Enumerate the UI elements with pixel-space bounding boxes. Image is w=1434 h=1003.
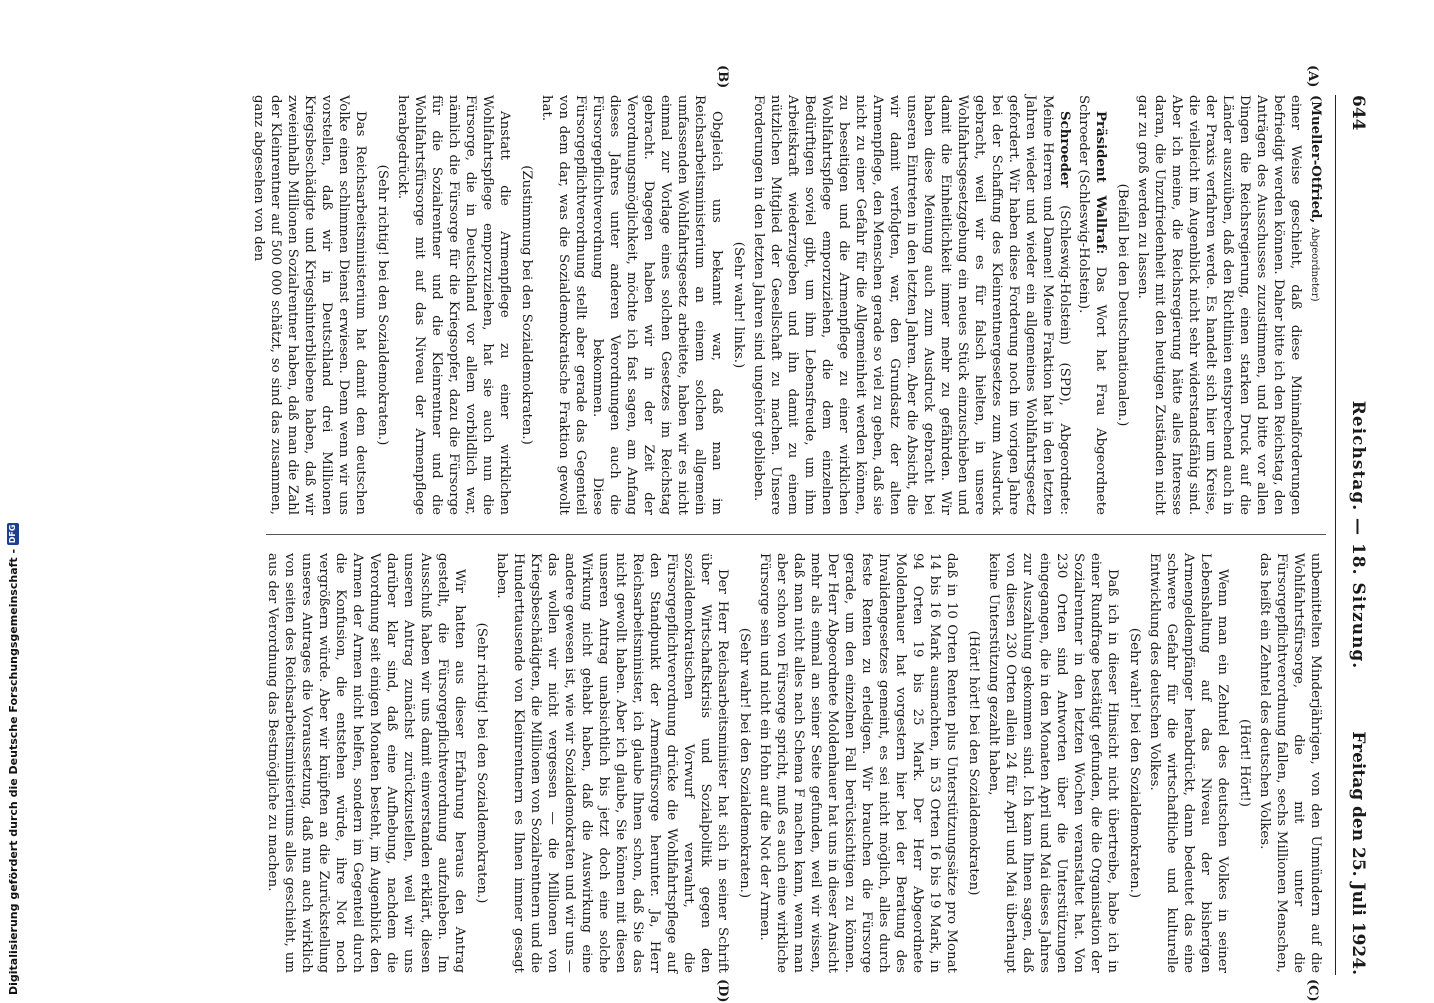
right-column: [262, 553, 1324, 973]
margin-mark-c: (C): [1305, 979, 1320, 1002]
speaker-name: Schroeder: [1057, 111, 1072, 188]
session-date: Freitag den 25. Juli 1924.: [1348, 731, 1368, 975]
speech-text: (Schleswig-Holstein) (SPD), Abgeordnete: Meine Herren und Damen! Meine Fraktion hat in den letzten Jahren wieder und wieder ein allgemeines Wohlfahrtsgesetz gefordert. Wir haben diese Forderung noch im vorigen Jahre bei der Schaffung des Kleinrentnergesetzes zum Ausdruck gebracht, weil wir es für falsch hielten, in unsere Wohlfahrtsgesetzgebung ein neues Stück einzuschieben und damit die Einheitlichkeit immer mehr zu gefährden. Wir haben diese Meinung auch zum Ausdruck gebracht bei unseren Eintreten in den letzten Jahren. Aber die Absicht, die wir damit verfolgten, war, den Grundsatz der alten Armenpflege, den Menschen gerade so viel zu geben, daß sie nicht zu einer Gefahr für die Allgemeinheit werden können, zu beseitigen und die Armenpflege zu einer wirklichen Wohlfahrtspflege emporzuziehen, die dem einzelnen Bedürftigen soviel gibt, um ihm Lebensfreude, um ihm Arbeitskraft wiederzugeben und ihn damit zu einem nützlichen Mitglied der Gesellschaft zu machen. Unsere Forderungen in den letzten Jahren sind ungehört geblieben.: [751, 95, 1072, 515]
president-line: [1075, 95, 1109, 515]
paragraph: Anstatt die Armenpflege zu einer wirklichen Wohlfahrtspflege emporzuziehen, hat sie auch nun die Fürsorge, die in Deutschland vor allem vorbildlich war, nämlich die Fürsorge für die Kriegsopfer, dazu die Fürsorge für die Sozialrentner und die Kleinrentner und die Wohlfahrtsfürsorge mit auf das Niveau der Armenpflege herabgedrückt.: [395, 95, 512, 515]
speaker-role: Abgeordneter): [1309, 227, 1320, 302]
interjection: (Zustimmung bei den Sozialdemokraten.): [519, 165, 534, 445]
page-number: 644: [1348, 95, 1368, 131]
interjection: (Hört! Hört!): [1237, 719, 1252, 807]
interjection: (Sehr wahr! bei den Sozialdemokraten.): [1127, 627, 1142, 899]
paragraph: Obgleich uns bekannt war, daß man im Reichsarbeitsministerium an einem solchen allgemein umfassenden Wohlfahrtsgesetz arbeitete, haben wir es nicht einmal zur Vorlage eines solchen Gesetzes im Reichstag gebracht. Dagegen haben wir in der Zeit der Verordnungsmöglichkeit, möchte ich fast sagen, am Anfang dieses Jahres unter anderen Verordnungen auch die Fürsorgepflichtverordnung bekommen. Diese Fürsorgepflichtverordnung stellt aber gerade das Gegenteil von dem dar, was die Sozialdemokratische Fraktion gewollt hat.: [539, 95, 724, 515]
dfg-logo: DFG: [8, 524, 17, 544]
margin-mark-d: (D): [715, 979, 730, 1003]
margin-mark-b: (B): [715, 65, 730, 89]
credit-text: Digitalisierung gefördert durch die Deutsche Forschungsgemeinschaft -: [6, 548, 20, 995]
interjection: (Hört! hört! bei den Sozialdemokraten): [966, 630, 981, 896]
paragraph: Daß ich in dieser Hinsicht nicht übertreibe, habe ich in einer Rundfrage bestätigt gefunden, die die Organisation der Sozialrentner in den letzten Wochen veranstaltet hat. Von 230 Orten sind Antworten über die Unterstützungen eingegangen, die in den Monaten April und Mai dieses Jahres zur Auszahlung gekommen sind. Ich kann Ihnen sagen, daß von diesen 230 Orten allein 24 für April und Mai überhaupt keine Unterstützung gezahlt haben,: [986, 553, 1120, 973]
paragraph: Der Herr Reichsarbeitsminister hat sich in seiner Schrift über Wirtschaftskrisis und Sozialpolitik gegen den sozialdemokratischen Vorwurf verwahrt, die Fürsorgepflichtverordnung drücke die Wohlfahrtspflege auf den Standpunkt der Armenfürsorge herunter. Ja, Herr Reichsarbeitsminister, ich glaube Ihnen schon, daß Sie das nicht gewollt haben. Aber ich glaube, Sie können mit diesen unseren Antrag unabsichtlich bis jetzt doch eine solche Wirkung nicht gehabt haben, daß die Auswirkung eine andere gewesen ist, wie wir Sozialdemokraten und wir uns — das wollen wir nicht vergessen — die Millionen von Kriegsbeschädigten, die Millionen von Sozialrentnern und die Hunderttausende von Kleinrentnern es Ihnen immer gesagt haben.: [494, 553, 730, 973]
page-header: [1340, 95, 1370, 975]
interjection: (Sehr richtig! bei den Sozialdemokraten.): [474, 622, 489, 904]
column-divider: [266, 534, 1326, 535]
paragraph: daß in 10 Orten Renten plus Unterstützungssätze pro Monat 14 bis 16 Mark ausmachten, in 53 Orten 16 bis 19 Mark, in 94 Orten 19 bis 25 Mark. Der Herr Abgeordnete Moldenhauer hat vorgestern hier bei der Beratung des Invalidengesetzes gemeint, es sei nicht möglich, alles durch feste Renten zu erledigen. Wir brauchen die Fürsorge gerade, um den einzelnen Fall berücksichtigen zu können. Der Herr Abgeordnete Moldenhauer hat uns in dieser Ansicht mehr als einmal an seiner Seite gefunden, weil wir wissen, daß man nicht alles nach Schema F machen kann, wenn man aber schon von Fürsorge spricht, muß es auch eine wirkliche Fürsorge sein und nicht ein Hohn auf die Not der Armen.: [757, 553, 959, 973]
interjection: (Sehr wahr! bei den Sozialdemokraten.): [737, 627, 752, 899]
margin-mark-a: (A): [1305, 65, 1320, 88]
digitization-credit: [4, 0, 22, 995]
header-rule: [1335, 95, 1336, 975]
paragraph: Wir hatten aus dieser Erfahrung heraus den Antrag gestellt, die Fürsorgepflichtverordnung aufzuheben. Im Ausschuß haben wir uns damit einverstanden erklärt, diesen unseren Antrag zunächst zurückzustellen, weil wir uns darüber klar sind, daß eine Aufhebung, nachdem die Verordnung seit einigen Monaten besteht, im Augenblick den Armen der Armen nicht helfen, sondern im Gegenteil durch die Konfusion, die entstehen würde, ihre Not noch vergrößern würde. Aber wir knüpften an die Zurückstellung unseres Antrages die Voraussetzung, daß nun auch wirklich von seiten des Reichsarbeitsministeriums alles geschieht, um aus der Verordnung das Bestmögliche zu machen.: [265, 553, 467, 973]
left-column: [248, 95, 1324, 515]
page-title: Reichstag. — 18. Sitzung.: [1348, 400, 1368, 670]
paragraph: unbemittelten Minderjährigen, von den Unmündern auf die Wohlfahrtsfürsorge, die mit unter die Fürsorgepflichtverordnung fallen, sechs Millionen Menschen, das heißt ein Zehntel des deutschen Volkes.: [1257, 553, 1323, 973]
speaker-name: (Mueller-Otfried,: [1308, 95, 1323, 224]
speech-paragraph: [750, 95, 1073, 515]
interjection: (Sehr richtig! bei den Sozialdemokraten.): [375, 164, 390, 446]
paragraph: einer Weise geschieht, daß diese Minimalforderungen befriedigt werden können. Daher bitte ich den Reichstag, den Anträgen des Ausschusses zuzustimmen, und bitte vor allen Dingen die Reichsregierung, einen starken Druck auf die Länder auszuüben, daß den Richtlinien entsprechend auch in der Praxis verfahren werde. Es handelt sich hier um Kreise, die vielleicht im Augenblick nicht sehr widerstandsfähig sind. Aber ich meine, die Reichsregierung hätte alles Interesse daran, die Unzufriedenheit mit den heutigen Zuständen nicht gar zu groß werden zu lassen.: [1135, 95, 1303, 515]
document-page: [130, 65, 1370, 1003]
president-text: Das Wort hat Frau Abgeordnete Schroeder (Schleswig-Holstein).: [1076, 95, 1108, 515]
paragraph: Wenn man ein Zehntel des deutschen Volkes in seiner Lebenshaltung auf das Niveau der bisherigen Armengeldempfänger herabdrückt, dann bedeutet das eine schwere Gefahr für die wirtschaftliche und kulturelle Entwicklung des deutschen Volkes.: [1147, 553, 1230, 973]
interjection: (Sehr wahr! links.): [731, 241, 746, 369]
speaker-line: [1306, 95, 1324, 515]
paragraph: Das Reichsarbeitsministerium hat damit dem deutschen Volke einen schlimmen Dienst erwiesen. Denn wenn wir uns vorstellen, daß wir in Deutschland drei Millionen Kriegsbeschädigte und Kriegshinterbliebene haben, daß wir zweieinhalb Millionen Sozialrentner haben, daß man die Zahl der Kleinrentner auf 500 000 schätzt, so sind das zusammen, ganz abgesehen von den: [251, 95, 368, 515]
president-name: Präsident Wallraf:: [1093, 111, 1108, 255]
interjection: (Beifall bei den Deutschnationalen.): [1115, 183, 1130, 427]
